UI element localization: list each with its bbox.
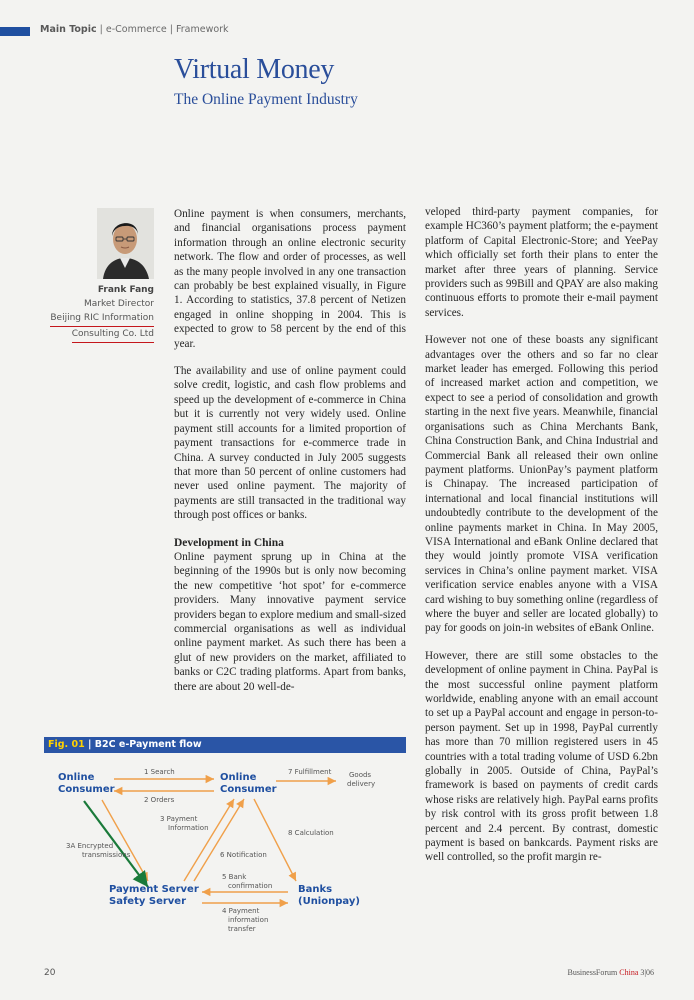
section-header [40, 24, 229, 35]
node-banks: Banks [298, 884, 333, 895]
paragraph-obstacles: However, there are still some obstacles to the development of online payment in China. PayPal is the most successful online payment platform worldwide, enabling anyone with an email account to set up a PayPal account and engage in person-to-person payment. Set up in 1998, PayPal currently has more than 70 million registered users in 45 countries with a total trading volume of USD 6.2bn globally in 2005. Outside of China, PayPal’s framework is based on payments of credit cards whose risks are relatively high. PayPal earns profits by risk control with its gross profit between 1.8 percent and 2.4 percent. By contrast, domestic payment is based on bankcards. Payment risks are well controlled, so the profit margin re- [425, 649, 658, 864]
subsection-label: Framework [175, 24, 229, 35]
page-number: 20 [44, 968, 56, 978]
step-4-label-3: transfer [228, 925, 256, 933]
figure-title: B2C e-Payment flow [94, 739, 202, 750]
author-company-line2: Consulting Co. Ltd [72, 327, 154, 343]
arrow-payment-info [102, 800, 148, 881]
paragraph-competition: However not one of these boasts any significant advantages over the others and so far no clear market leader has emerged. Following this period of increased market action and competition, we expect to see a period of consolidation and growth starting in the next five years. Meanwhile, financial organisations such as China Merchants Bank, China Construction Bank, and China Industrial and Commercial Bank all released their own online payment platforms. UnionPay’s payment platform is Chinapay. The increased participation of international and local financial institutions will undoubtedly contribute to the development of the online payments market in China. In May 2005, VISA International and eBank Online declared that they would jointly promote VISA verification services in China’s online payment market. VISA verification service enables anyone with a VISA card wishing to buy something online (regardless of where the buyer and seller are located globally) to pay for goods on join-in websites of eBank Online. [425, 334, 658, 635]
node-payment-server: Payment Server [109, 884, 199, 895]
node-goods-delivery: Goods [349, 771, 372, 779]
magazine-footer [567, 968, 654, 977]
article-column-left [174, 207, 406, 694]
magazine-name: BusinessForum [567, 968, 620, 977]
arrow-calculation [254, 799, 296, 881]
node-goods-delivery-2: delivery [347, 780, 376, 788]
article-title: Virtual Money [174, 54, 335, 85]
section-color-bar [0, 27, 30, 36]
payment-flow-diagram [44, 755, 406, 945]
step-3a-label: 3A Encrypted [66, 842, 114, 850]
article-subtitle: The Online Payment Industry [174, 91, 358, 108]
step-3-label-2: Information [168, 824, 209, 832]
step-5-label: 5 Bank [222, 873, 247, 881]
author-portrait-image [97, 208, 154, 279]
author-name: Frank Fang [97, 285, 154, 295]
step-6-label: 6 Notification [220, 851, 267, 859]
payment-flow-svg [44, 755, 406, 945]
figure-separator: | [84, 739, 95, 750]
paragraph-availability: The availability and use of online payment could solve credit, logistic, and cash flow problems and speed up the development of e-commerce in China but it is currently not very widely used. Online payment still accounts for a limited proportion of payment transactions for e-commerce trade in China. A survey conducted in July 2005 suggests that more than 50 percent of online customers had never used online payment. The majority of payments are still transacted in the traditional way through post offices or banks. [174, 365, 406, 522]
section-heading-development: Development in China [174, 536, 284, 549]
article-column-right [425, 205, 658, 865]
node-online-consumer-mid: Online [220, 772, 257, 783]
step-4-label-2: information [228, 916, 269, 924]
author-info [30, 283, 154, 343]
step-7-label: 7 Fulfillment [288, 768, 332, 776]
header-separator: | [96, 24, 106, 35]
main-topic-label: Main Topic [40, 24, 97, 35]
arrow-notification-2 [194, 799, 244, 881]
step-5-label-2: confirmation [228, 882, 273, 890]
node-safety-server: Safety Server [109, 896, 187, 907]
step-1-label: 1 Search [144, 768, 175, 776]
figure-caption-bar [44, 737, 406, 753]
step-4-label: 4 Payment [222, 907, 260, 915]
node-unionpay: (Unionpay) [298, 896, 360, 907]
step-2-label: 2 Orders [144, 796, 175, 804]
section-label: e-Commerce [105, 24, 167, 35]
author-photo [97, 208, 154, 279]
figure-number: Fig. 01 [48, 739, 85, 750]
node-online-consumer-left-2: Consumer [58, 784, 115, 795]
issue-number: 3|06 [638, 968, 654, 977]
paragraph-intro: Online payment is when consumers, merchants, and financial organisations process payment information through an online electronic security network. The flow and order of processes, as well as the many people involved in any one transaction can probably be best explained visually, in Figure 1. According to statistics, 37.8 percent of Netizen engaged in online shopping in 2004. This is expected to grow to 58 percent by the end of this year. [174, 208, 406, 350]
magazine-name-china: China [619, 968, 639, 977]
arrow-notification [184, 799, 234, 881]
header-separator: | [166, 24, 176, 35]
author-company-line1: Beijing RIC Information [50, 311, 154, 327]
step-8-label: 8 Calculation [288, 829, 334, 837]
node-online-consumer-left: Online [58, 772, 95, 783]
node-online-consumer-mid-2: Consumer [220, 784, 277, 795]
step-3-label: 3 Payment [160, 815, 198, 823]
paragraph-providers: veloped third-party payment companies, for example HC360’s payment platform; the e-payment platform of Capital Electronic-Store; and YeePay which officially set forth their plans to enter the market after three years of planning. Service providers such as 99Bill and QPAY are also making continuous efforts to promote their e-mail payment services. [425, 206, 658, 319]
paragraph-development: Online payment sprung up in China at the beginning of the 1990s but is only now becoming the new competitive ‘hot spot’ for e-commerce providers. Many innovative payment service providers began to explore medium and small-sized commercial organisations as well as individual online payment market. As such there has been a glut of new providers on the market, affiliated to banks or C2C trading platforms. Apart from banks, there are about 20 well-de- [174, 550, 406, 693]
author-role: Market Director [84, 299, 154, 309]
step-3a-label-2: transmissions [82, 851, 131, 859]
